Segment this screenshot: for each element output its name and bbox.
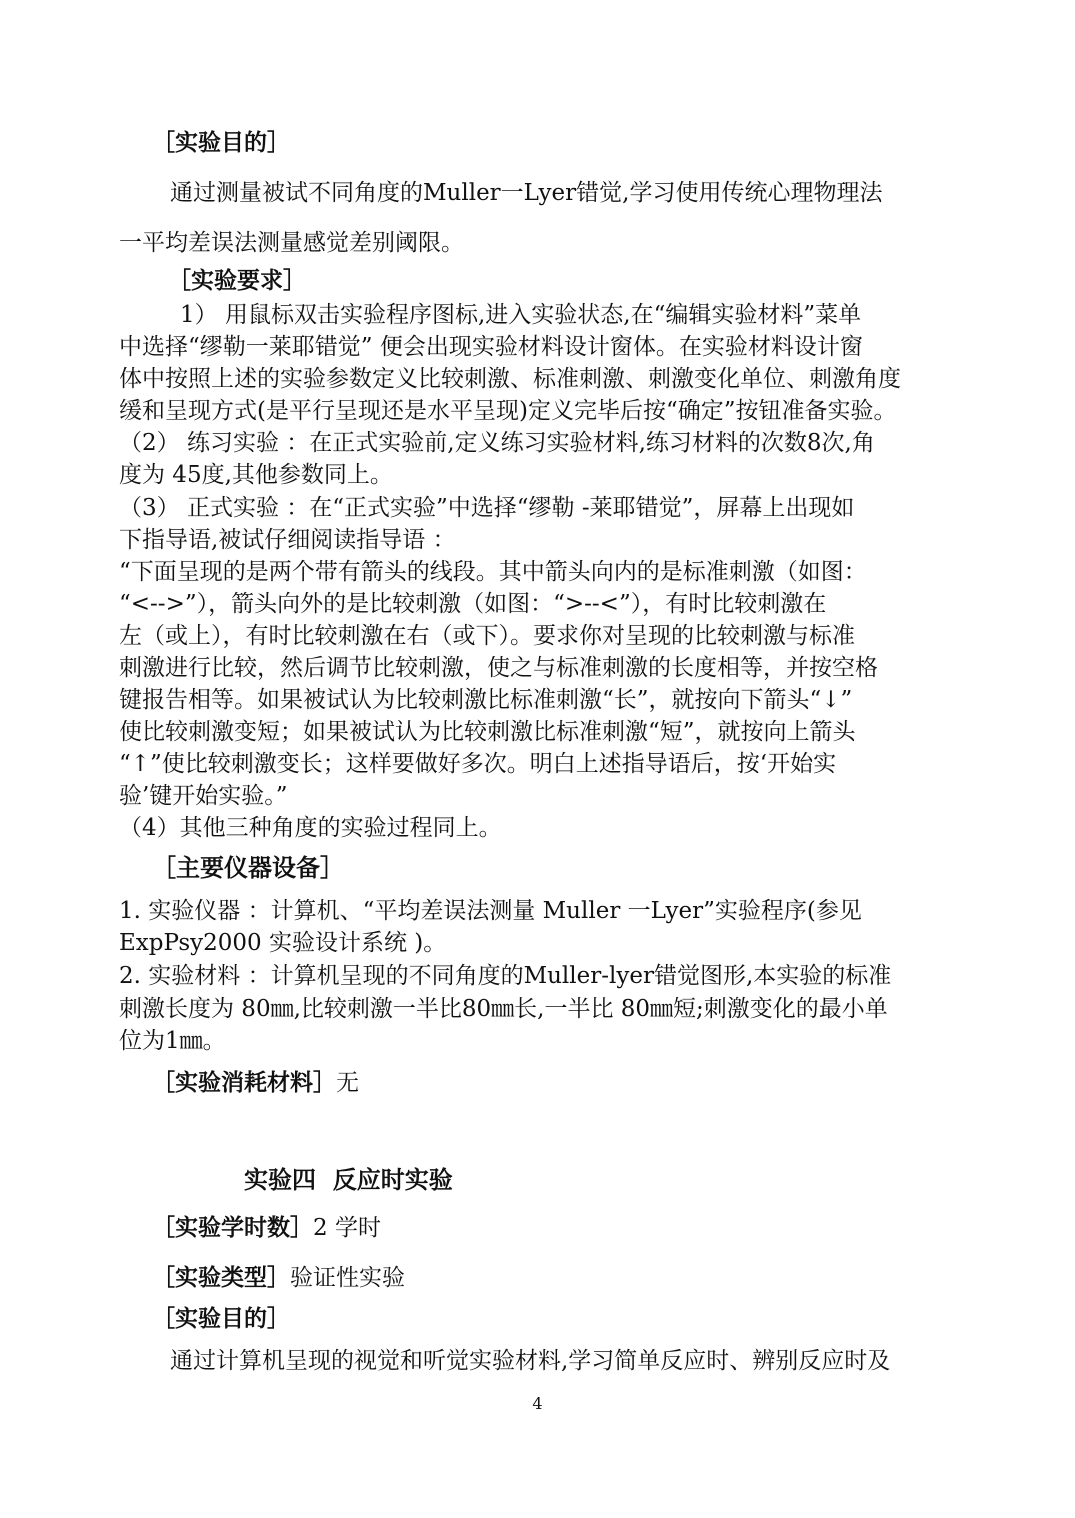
heading-type: ［实验类型］ (152, 1265, 290, 1291)
requirements-line-15: “↑”使比较刺激变长；这样要做好多次。明白上述指导语后，按‘开始实 (119, 751, 837, 777)
requirements-line-2: 中选择“缪勒一莱耶错觉” 便会出现实验材料设计窗体。在实验材料设计窗 (119, 334, 863, 360)
consumables-row (152, 1068, 359, 1098)
section-title: 实验四 反应时实验 (244, 1166, 453, 1194)
purpose-2-line-1: 通过计算机呈现的视觉和听觉实验材料,学习简单反应时、辨别反应时及 (170, 1348, 891, 1374)
equipment-line-4: 刺激长度为 80㎜,比较刺激一半比80㎜长,一半比 80㎜短;刺激变化的最小单 (119, 996, 888, 1022)
requirements-line-14: 使比较刺激变短；如果被试认为比较刺激比标准刺激“短”，就按向上箭头 (119, 719, 856, 745)
heading-consumables: ［实验消耗材料］ (152, 1070, 336, 1096)
requirements-line-3: 体中按照上述的实验参数定义比较刺激、标准刺激、刺激变化单位、刺激角度 (119, 366, 901, 392)
equipment-line-5: 位为1㎜。 (119, 1028, 226, 1054)
requirements-line-12: 刺激进行比较，然后调节比较刺激，使之与标准刺激的长度相等，并按空格 (119, 655, 878, 681)
requirements-line-8: 下指导语,被试仔细阅读指导语 ： (119, 527, 456, 553)
equipment-line-1: 1. 实验仪器 ：计算机、“平均差误法测量 Muller 一Lyer”实验程序(参见 (119, 898, 862, 924)
requirements-line-11: 左（或上），有时比较刺激在右（或下）。要求你对呈现的比较刺激与标准 (119, 623, 855, 649)
requirements-line-4: 缓和呈现方式(是平行呈现还是水平呈现)定义完毕后按“确定”按钮准备实验。 (119, 398, 897, 424)
heading-equipment: ［主要仪器设备］ (152, 854, 344, 882)
hours-value: 2 学时 (313, 1215, 381, 1241)
heading-purpose-2: ［实验目的］ (152, 1306, 290, 1332)
page-number: 4 (532, 1394, 543, 1413)
requirements-line-17: （4）其他三种角度的实验过程同上。 (119, 815, 502, 841)
requirements-line-10: “<-->”），箭头向外的是比较刺激（如图：“>--<”），有时比较刺激在 (119, 591, 827, 617)
requirements-line-13: 键报告相等。如果被试认为比较刺激比标准刺激“长”，就按向下箭头“↓” (119, 687, 853, 713)
heading-requirements: ［实验要求］ (168, 268, 306, 294)
requirements-line-7: （3） 正式实验 ：在“正式实验”中选择“缪勒 -莱耶错觉”，屏幕上出现如 (119, 495, 855, 521)
purpose-1-line-2: 一平均差误法测量感觉差别阈限。 (119, 230, 464, 256)
type-value: 验证性实验 (290, 1265, 405, 1291)
equipment-line-3: 2. 实验材料 ：计算机呈现的不同角度的Muller-lyer错觉图形,本实验的标准 (119, 963, 892, 989)
requirements-line-16: 验’键开始实验。” (119, 783, 288, 809)
requirements-line-9: “下面呈现的是两个带有箭头的线段。其中箭头向内的是标准刺激（如图： (119, 559, 867, 585)
equipment-line-2: ExpPsy2000 实验设计系统 )。 (119, 930, 447, 956)
type-row (152, 1263, 405, 1293)
purpose-1-line-1: 通过测量被试不同角度的Muller一Lyer错觉,学习使用传统心理物理法 (170, 180, 883, 206)
requirements-line-5: （2） 练习实验 ：在正式实验前,定义练习实验材料,练习材料的次数8次,角 (119, 430, 875, 456)
requirements-line-1: 1） 用鼠标双击实验程序图标,进入实验状态,在“编辑实验材料”菜单 (180, 302, 862, 328)
heading-hours: ［实验学时数］ (152, 1215, 313, 1241)
hours-row (152, 1213, 381, 1243)
requirements-line-6: 度为 45度,其他参数同上。 (119, 462, 393, 488)
heading-purpose-1: ［实验目的］ (152, 130, 290, 156)
consumables-value: 无 (336, 1070, 359, 1096)
